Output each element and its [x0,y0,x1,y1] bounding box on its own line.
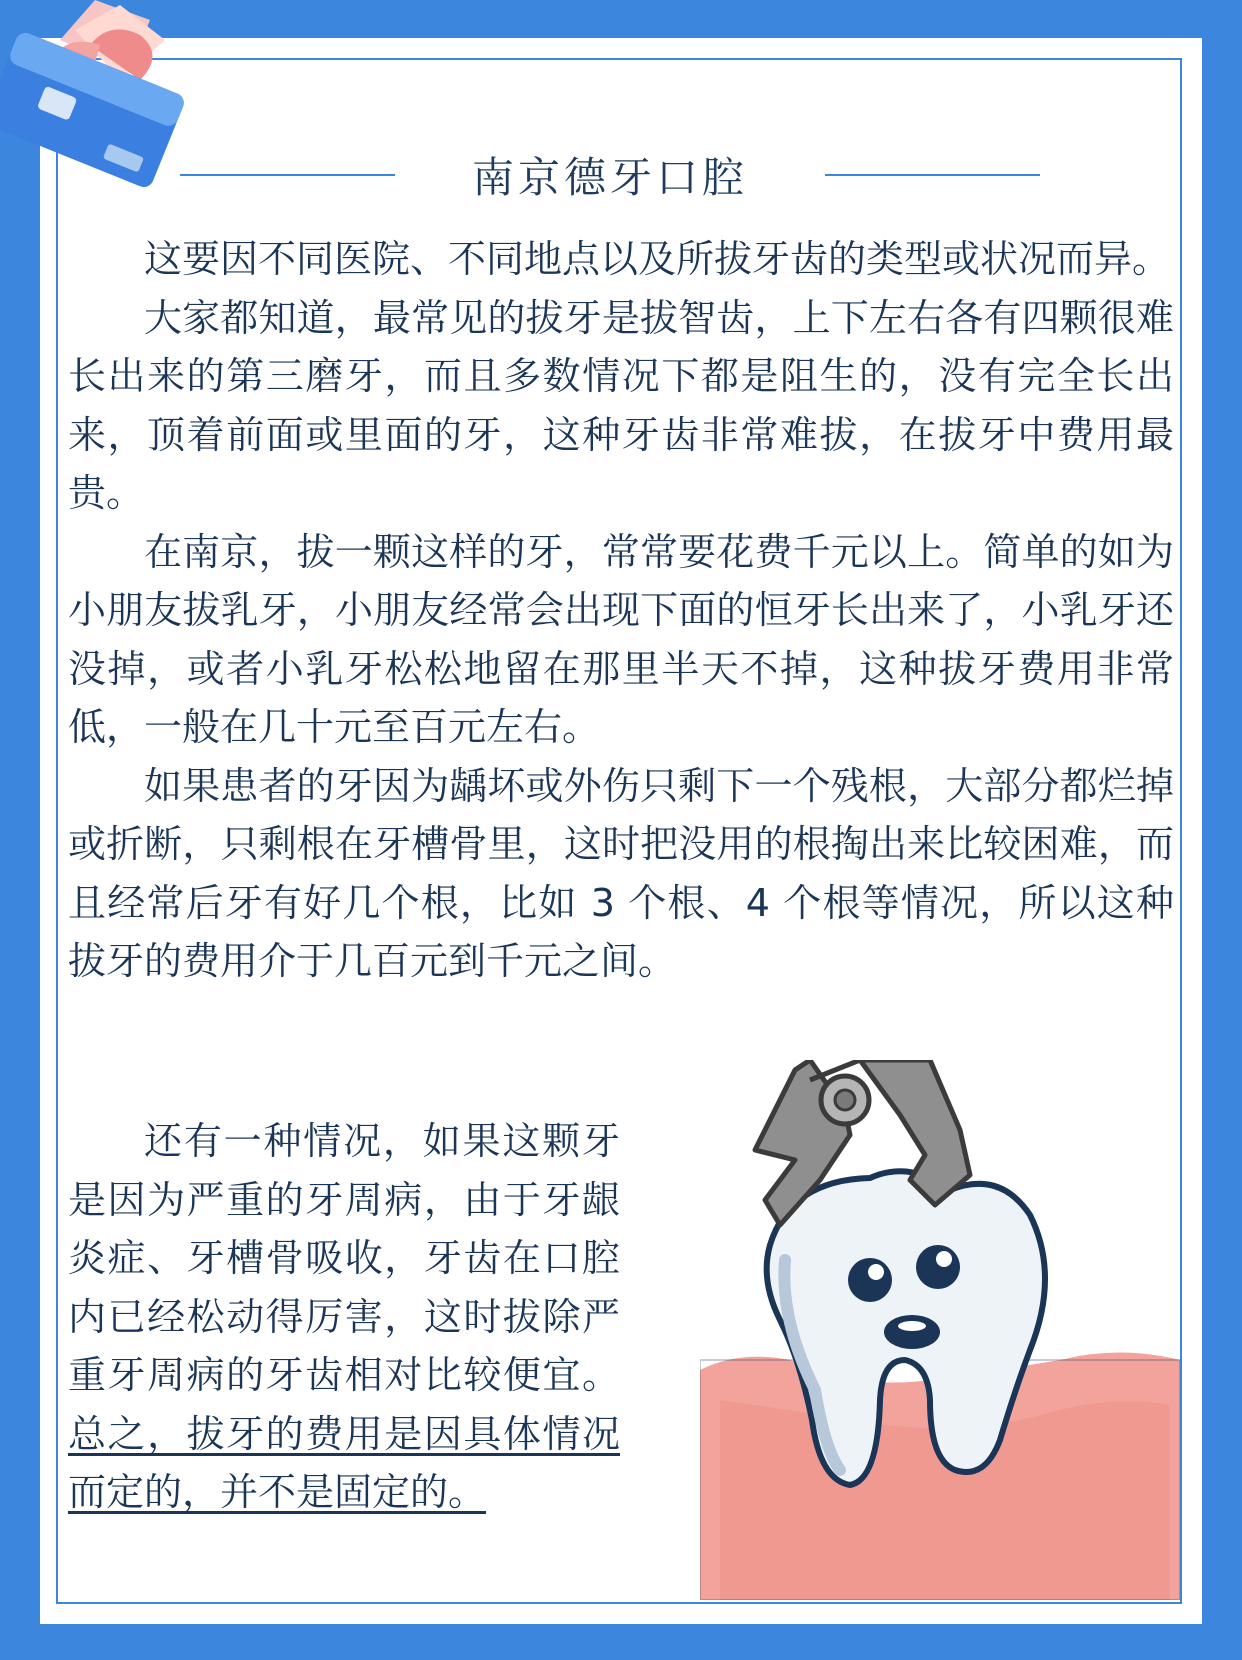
credit-card-wallet-icon [0,0,200,190]
title-divider-right [825,174,1040,176]
conclusion-underlined: 总之，拔牙的费用是因具体情况而定的，并不是固定的。 [68,1411,620,1514]
paragraph-5-text: 还有一种情况，如果这颗牙是因为严重的牙周病，由于牙龈炎症、牙槽骨吸收，牙齿在口腔内已经松动得厉害，这时拔除严重牙周病的牙齿相对比较便宜。 [68,1119,620,1397]
page-title: 南京德牙口腔 [471,153,748,202]
paragraph-1: 这要因不同医院、不同地点以及所拔牙齿的类型或状况而异。 [144,237,1171,281]
paragraph-5 [68,1112,620,1522]
title-divider-left [180,174,395,176]
paragraph-2: 大家都知道，最常见的拔牙是拔智齿，上下左右各有四颗很难长出来的第三磨牙，而且多数情况下都是阻生的，没有完全长出来，顶着前面或里面的牙，这种牙齿非常难拔，在拔牙中费用最贵。 [68,295,1174,515]
article-body-bottom [68,1112,620,1522]
title-row [180,140,1040,210]
tooth-extraction-illustration [700,1060,1180,1600]
paragraph-4: 如果患者的牙因为龋坏或外伤只剩下一个残根，大部分都烂掉或折断，只剩根在牙槽骨里，这时把没用的根掏出来比较困难，而且经常后牙有好几个根，比如 3 个根、4 个根等情况，所以这种拔牙的费用介于几百元到千元之间。 [68,763,1174,983]
paragraph-3: 在南京，拔一颗这样的牙，常常要花费千元以上。简单的如为小朋友拔乳牙，小朋友经常会出现下面的恒牙长出来了，小乳牙还没掉，或者小乳牙松松地留在那里半天不掉，这种拔牙费用非常低，一般在几十元至百元左右。 [68,529,1174,749]
article-body-top [68,230,1174,991]
